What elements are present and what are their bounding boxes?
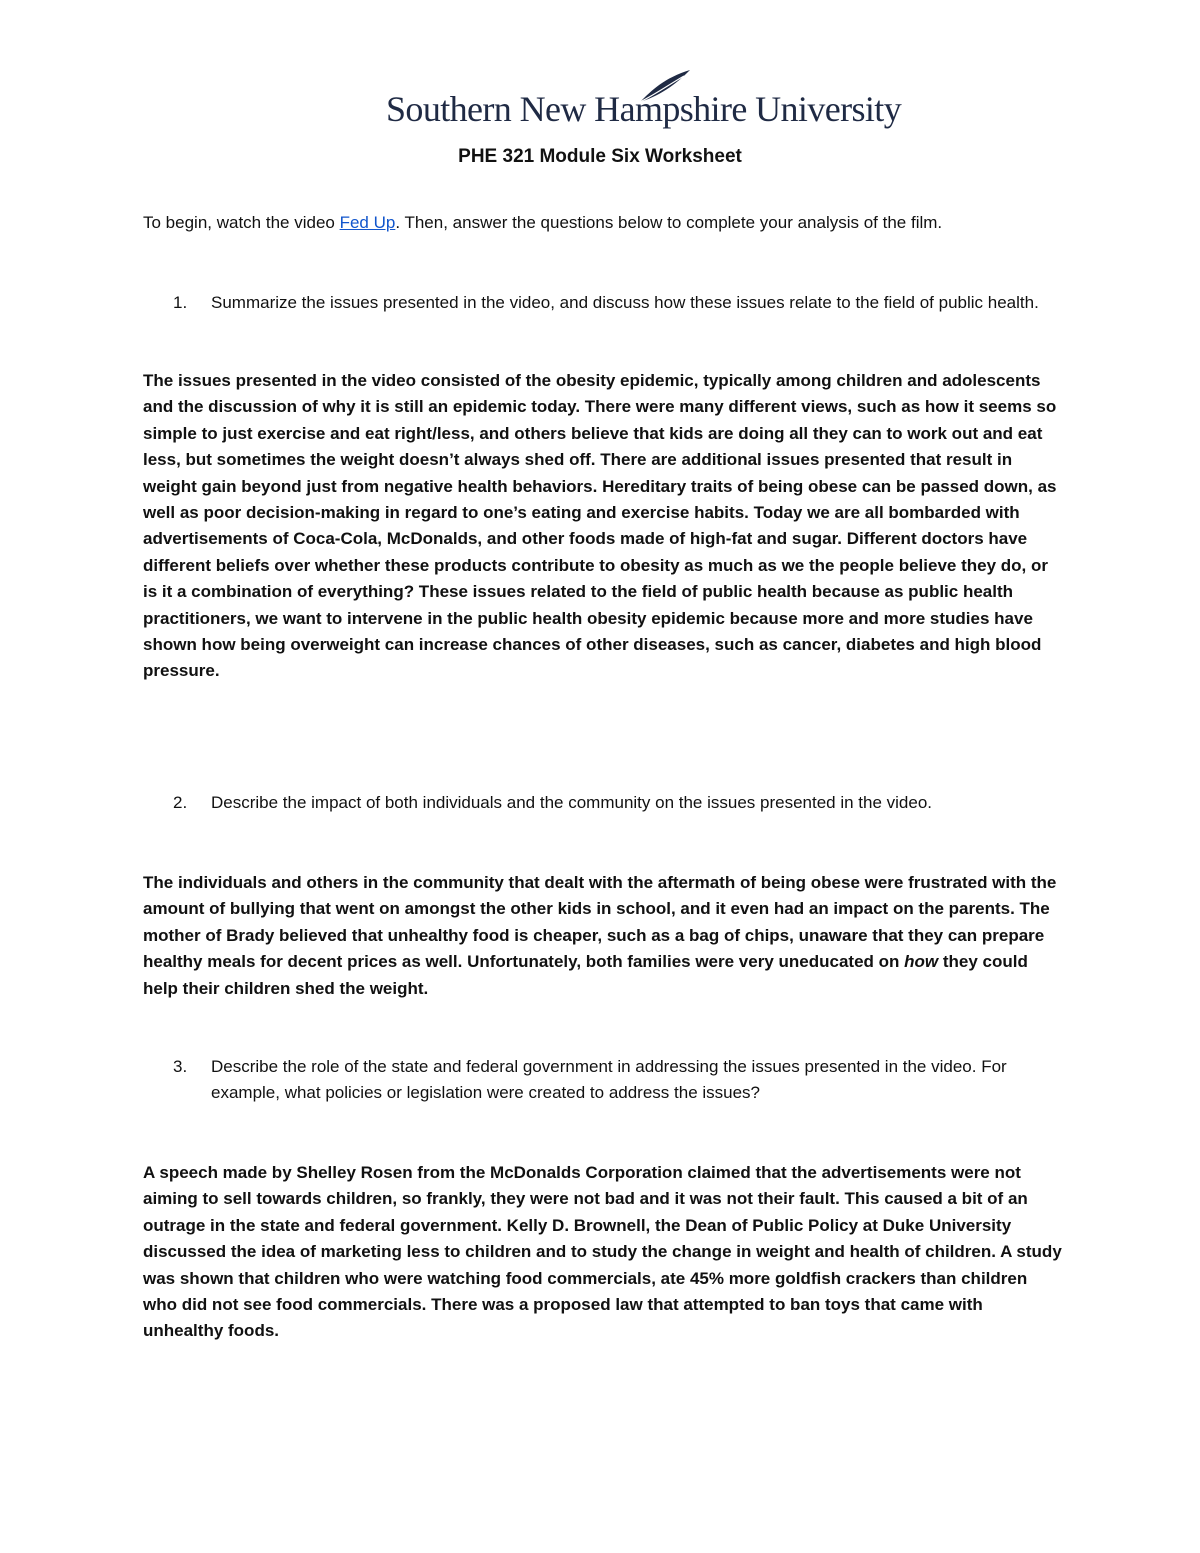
intro-text-before: To begin, watch the video <box>143 213 340 232</box>
question-number: 2. <box>173 793 188 812</box>
question-text: Summarize the issues presented in the video, and discuss how these issues relate to the field of public health. <box>211 293 1039 312</box>
question-3 <box>173 1054 1063 1107</box>
answer-2-text-before: The individuals and others in the community that dealt with the aftermath of being obese were frustrated with the amount of bullying that went on amongst the other kids in school, and it even had an impact on the parents. The mother of Brady believed that unhealthy food is cheaper, such as a bag of chips, unaware that they can prepare healthy meals for decent prices as well. Unfortunately, both families were very uneducated on <box>143 873 1057 972</box>
university-logo <box>386 62 902 142</box>
question-1 <box>173 290 1063 316</box>
answer-3: A speech made by Shelley Rosen from the McDonalds Corporation claimed that the advertisements were not aiming to sell towards children, so frankly, they were not bad and it was not their fault. This caused a bit of an outrage in the state and federal government. Kelly D. Brownell, the Dean of Public Policy at Duke University discussed the idea of marketing less to children and to study the change in weight and health of children. A study was shown that children who were watching food commercials, ate 45% more goldfish crackers than children who did not see food commercials. There was a proposed law that attempted to ban toys that came with unhealthy foods. <box>143 1163 1062 1341</box>
question-number: 3. <box>173 1057 188 1076</box>
answer-2-emphasis: how <box>904 952 939 972</box>
answer-1: The issues presented in the video consisted of the obesity epidemic, typically among children and adolescents and the discussion of why it is still an epidemic today. There were many different views, such as how it seems so simple to just exercise and eat right/less, and others believe that kids are doing all they can to work out and eat less, but sometimes the weight doesn’t always shed off. There are additional issues presented that result in weight gain beyond just from negative health behaviors. Hereditary traits of being obese can be passed down, as well as poor decision-making in regard to one’s eating and exercise habits. Today we are all bombarded with advertisements of Coca-Cola, McDonalds, and other foods made of high-fat and sugar. Different doctors have different beliefs over whether these products contribute to obesity as much as we the people believe they do, or is it a combination of everything? These issues related to the field of public health because as public health practitioners, we want to intervene in the public health obesity epidemic because more and more studies have shown how being overweight can increase chances of other diseases, such as cancer, diabetes and high blood pressure. <box>143 371 1057 681</box>
question-text: Describe the role of the state and federal government in addressing the issues presented in the video. For example, what policies or legislation were created to address the issues? <box>211 1057 1007 1103</box>
answer-2-text-after: they could help their children shed the weight. <box>143 952 1028 998</box>
intro-paragraph <box>143 210 1063 236</box>
question-text: Describe the impact of both individuals and the community on the issues presented in the video. <box>211 793 933 812</box>
fed-up-video-link[interactable]: Fed Up <box>339 213 396 232</box>
question-number: 1. <box>173 293 188 312</box>
intro-text-after: . Then, answer the questions below to complete your analysis of the film. <box>395 213 943 232</box>
question-2 <box>173 790 1063 816</box>
logo-text: Southern New Hampshire University <box>386 89 902 129</box>
answer-2 <box>143 870 1063 1002</box>
page-title: PHE 321 Module Six Worksheet <box>458 146 742 167</box>
